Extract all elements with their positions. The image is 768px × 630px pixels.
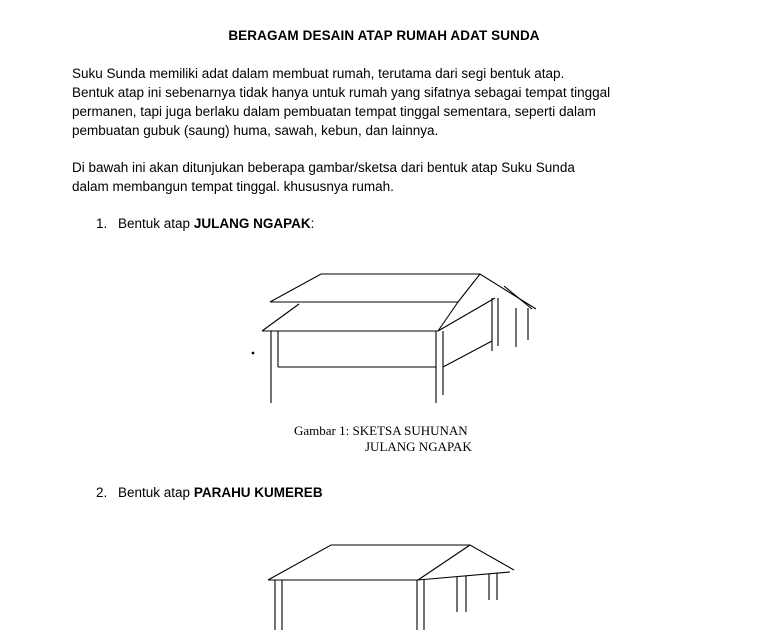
- list-prefix: Bentuk atap: [118, 216, 194, 231]
- paragraph-line: dalam membangun tempat tinggal. khususnya rumah.: [72, 179, 394, 194]
- paragraph-line: Di bawah ini akan ditunjukan beberapa gambar/sketsa dari bentuk atap Suku Sunda: [72, 160, 575, 175]
- julang-ngapak-sketch: [252, 274, 536, 403]
- list-number: 2.: [96, 485, 108, 500]
- figure-caption-line2: JULANG NGAPAK: [365, 439, 472, 454]
- paragraph-line: Suku Sunda memiliki adat dalam membuat rumah, terutama dari segi bentuk atap.: [72, 66, 565, 81]
- list-suffix: :: [310, 216, 315, 231]
- list-item-parahu-kumereb: [96, 485, 323, 500]
- roof-name: PARAHU KUMEREB: [193, 485, 323, 500]
- paragraph-line: pembuatan gubuk (saung) huma, sawah, kebun, dan lainnya.: [72, 123, 439, 138]
- figure-caption-line1: Gambar 1: SKETSA SUHUNAN: [294, 423, 468, 438]
- roof-name: JULANG NGAPAK: [193, 216, 311, 231]
- list-number: 1.: [96, 216, 108, 231]
- paragraph-line: permanen, tapi juga berlaku dalam pembuatan tempat tinggal sementara, seperti dalam: [72, 104, 596, 119]
- list-prefix: Bentuk atap: [118, 485, 194, 500]
- parahu-kumereb-sketch: [268, 545, 514, 630]
- document-title: BERAGAM DESAIN ATAP RUMAH ADAT SUNDA: [228, 28, 540, 43]
- paragraph-line: Bentuk atap ini sebenarnya tidak hanya untuk rumah yang sifatnya sebagai tempat tinggal: [72, 85, 611, 100]
